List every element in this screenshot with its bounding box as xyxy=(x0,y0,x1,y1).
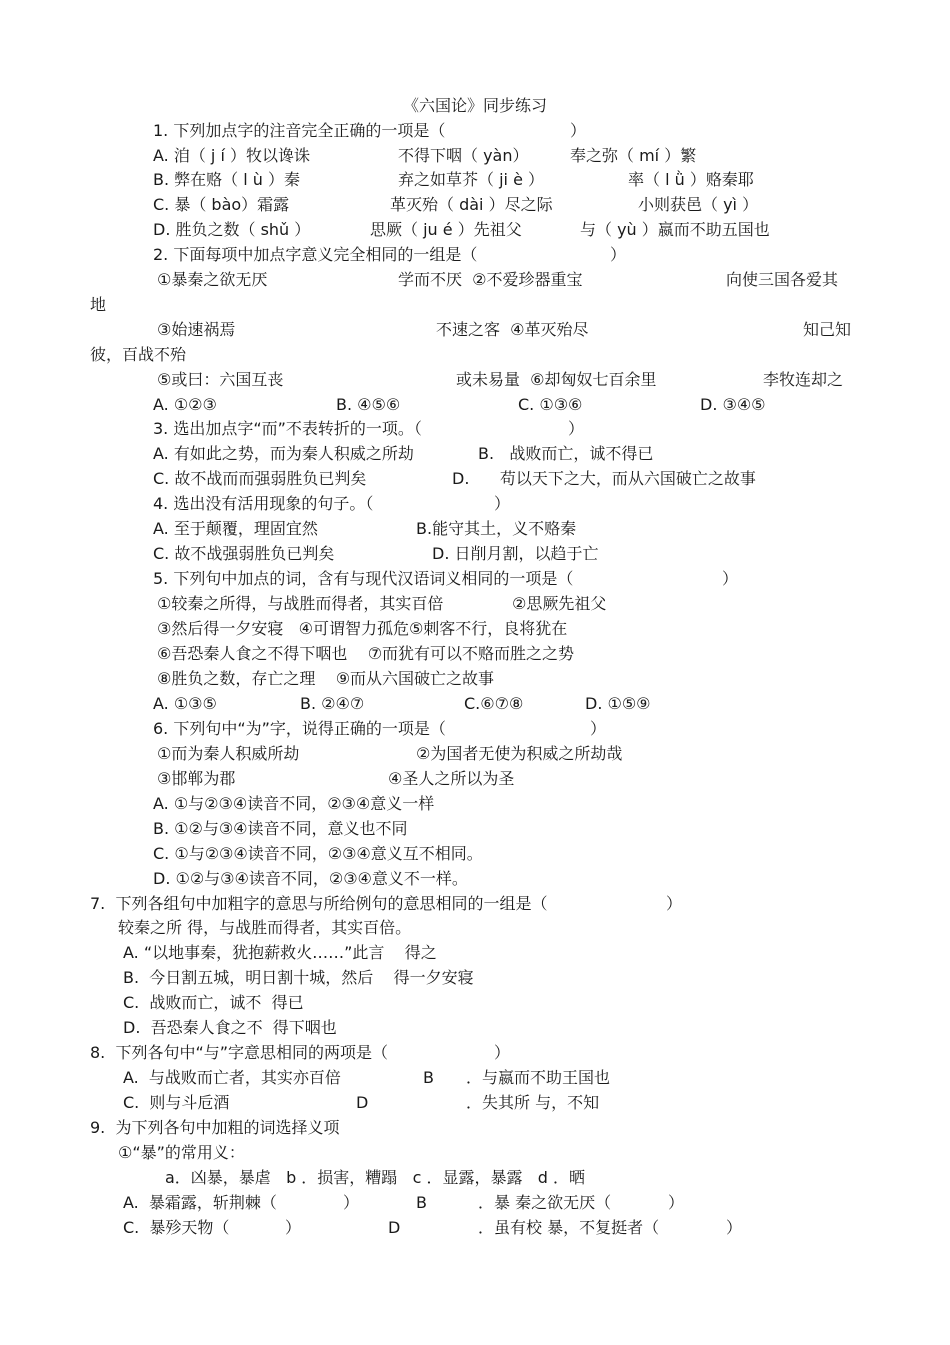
text-line-42-seg-1: ①“暴”的常用义： xyxy=(118,1143,245,1162)
text-line-12-seg-2: B. ④⑤⑥ xyxy=(336,395,401,414)
text-line-30-seg-1: C. ①与②③④读音不同，②③④意义互不相同。 xyxy=(153,844,483,863)
document-title: 《六国论》同步练习 xyxy=(402,96,547,115)
text-line-16-seg-2: ） xyxy=(494,494,511,513)
text-line-20-seg-1: ①较秦之所得，与战胜而得者，其实百倍 xyxy=(157,594,444,613)
text-line-24-seg-1: A. ①③⑤ xyxy=(153,694,217,713)
text-line-14-seg-1: A. 有如此之势，而为秦人积威之所劫 xyxy=(153,444,414,463)
text-line-14-seg-2: B. 战败而亡，诚不得已 xyxy=(478,444,654,463)
text-line-45-seg-3: D xyxy=(388,1218,401,1237)
text-line-37-seg-1: D. 吾恐秦人食之不 得下咽也 xyxy=(123,1018,337,1037)
text-line-44-seg-3: B xyxy=(416,1193,427,1212)
text-line-15-seg-2: D. 苟以天下之大，而从六国破亡之故事 xyxy=(452,469,756,488)
text-line-27-seg-2: ④圣人之所以为圣 xyxy=(388,769,515,788)
text-line-44-seg-2: ） xyxy=(343,1193,360,1212)
text-line-18-seg-2: D. 日削月割，以趋于亡 xyxy=(432,544,599,563)
text-line-12-seg-3: C. ①③⑥ xyxy=(518,395,583,414)
text-line-28-seg-1: A. ①与②③④读音不同，②③④意义一样 xyxy=(153,794,435,813)
text-line-3-seg-1: B. 弊在赂（ l ù ）秦 xyxy=(153,170,300,189)
text-line-34-seg-1: A. “以地事秦，犹抱薪救火……”此言 得之 xyxy=(123,943,437,962)
text-line-17-seg-1: A. 至于颠覆，理固宜然 xyxy=(153,519,318,538)
text-line-36-seg-1: C. 战败而亡，诚不 得已 xyxy=(123,993,304,1012)
text-line-5-seg-2: 思厥（ ju é ）先祖父 xyxy=(370,220,522,239)
text-line-31-seg-1: D. ①②与③④读音不同，②③④意义不一样。 xyxy=(153,869,468,888)
text-line-6-seg-2: ） xyxy=(610,245,627,264)
text-line-1-seg-2: ） xyxy=(570,121,587,140)
text-line-23-seg-1: ⑧胜负之数，存亡之理 ⑨而从六国破亡之故事 xyxy=(157,669,495,688)
text-line-21-seg-1: ③然后得一夕安寝 ④可谓智力孤危⑤刺客不行，良将犹在 xyxy=(157,619,568,638)
text-line-15-seg-1: C. 故不战而而强弱胜负已判矣 xyxy=(153,469,367,488)
text-line-24-seg-3: C.⑥⑦⑧ xyxy=(464,694,524,713)
text-line-7-seg-3: 向使三国各爱其 xyxy=(726,270,839,289)
text-line-9-seg-3: 知己知 xyxy=(803,320,852,339)
text-line-3-seg-2: 弃之如草芥（ ji è ） xyxy=(398,170,544,189)
text-line-45-seg-1: C. 暴殄天物（ xyxy=(123,1218,230,1237)
text-line-39-seg-1: A. 与战败而亡者，其实亦百倍 xyxy=(123,1068,341,1087)
text-line-2-seg-1: A. 洎（ j í ）牧以谗诛 xyxy=(153,146,310,165)
text-line-7-seg-1: ①暴秦之欲无厌 xyxy=(157,270,268,289)
text-line-32-seg-2: ） xyxy=(666,894,683,913)
text-line-17-seg-2: B.能守其土，义不赂秦 xyxy=(416,519,577,538)
text-line-5-seg-3: 与（ yù ）嬴而不助五国也 xyxy=(580,220,770,239)
text-line-6-seg-1: 2. 下面每项中加点字意义完全相同的一组是（ xyxy=(153,245,478,264)
text-line-40-seg-1: C. 则与斗卮酒 xyxy=(123,1093,230,1112)
text-line-8-seg-1: 地 xyxy=(90,295,107,314)
text-line-26-seg-2: ②为国者无使为积威之所劫哉 xyxy=(416,744,623,763)
text-line-35-seg-1: B. 今日割五城，明日割十城，然后 得一夕安寝 xyxy=(123,968,474,987)
text-line-45-seg-5: ） xyxy=(726,1218,743,1237)
text-line-13-seg-1: 3. 选出加点字“而”不表转折的一项。（ xyxy=(153,419,422,438)
text-line-44-seg-4: ．暴 秦之欲无厌（ xyxy=(478,1193,612,1212)
text-line-43-seg-1: a．凶暴，暴虐 b ．损害，糟蹋 c ．显露，暴露 d ．晒 xyxy=(165,1168,585,1187)
text-line-2-seg-2: 不得下咽（ yàn） xyxy=(398,146,529,165)
text-line-29-seg-1: B. ①②与③④读音不同，意义也不同 xyxy=(153,819,408,838)
text-line-33-seg-1: 较秦之所 得，与战胜而得者，其实百倍。 xyxy=(118,918,412,937)
text-line-41-seg-1: 9. 为下列各句中加粗的词选择义项 xyxy=(90,1118,340,1137)
text-line-24-seg-4: D. ①⑤⑨ xyxy=(585,694,651,713)
text-line-4-seg-3: 小则获邑（ yì ） xyxy=(638,195,759,214)
text-line-12-seg-1: A. ①②③ xyxy=(153,395,217,414)
text-line-11-seg-3: 李牧连却之 xyxy=(763,370,844,389)
text-line-9-seg-1: ③始速祸焉 xyxy=(157,320,236,339)
text-line-7-seg-2: 学而不厌 ②不爱珍器重宝 xyxy=(398,270,583,289)
text-line-16-seg-1: 4. 选出没有活用现象的句子。（ xyxy=(153,494,374,513)
text-line-25-seg-2: ） xyxy=(590,719,607,738)
text-line-20-seg-2: ②思厥先祖父 xyxy=(512,594,607,613)
text-line-19-seg-2: ） xyxy=(722,569,739,588)
text-line-45-seg-2: ） xyxy=(285,1218,302,1237)
text-line-5-seg-1: D. 胜负之数（ shǔ ） xyxy=(153,220,311,239)
text-line-3-seg-3: 率（ l ǜ ）赂秦耶 xyxy=(628,170,754,189)
text-line-38-seg-1: 8. 下列各句中“与”字意思相同的两项是（ xyxy=(90,1043,389,1062)
text-line-26-seg-1: ①而为秦人积威所劫 xyxy=(157,744,300,763)
text-line-44-seg-5: ） xyxy=(668,1193,685,1212)
text-line-45-seg-4: ．虽有校 暴，不复挺者（ xyxy=(478,1218,660,1237)
text-line-11-seg-2: 或未易量 ⑥却匈奴七百余里 xyxy=(456,370,657,389)
text-line-39-seg-2: B xyxy=(423,1068,434,1087)
text-line-22-seg-1: ⑥吾恐秦人食之不得下咽也 ⑦而犹有可以不赂而胜之之势 xyxy=(157,644,575,663)
text-line-12-seg-4: D. ③④⑤ xyxy=(700,395,766,414)
text-line-4-seg-2: 革灭殆（ dài ）尽之际 xyxy=(390,195,553,214)
text-line-1-seg-1: 1. 下列加点字的注音完全正确的一项是（ xyxy=(153,121,446,140)
text-line-40-seg-2: D xyxy=(356,1093,369,1112)
text-line-11-seg-1: ⑤或曰：六国互丧 xyxy=(157,370,284,389)
text-line-38-seg-2: ） xyxy=(494,1043,511,1062)
text-line-39-seg-3: ．与嬴而不助王国也 xyxy=(466,1068,611,1087)
text-line-18-seg-1: C. 故不战强弱胜负已判矣 xyxy=(153,544,335,563)
text-line-19-seg-1: 5. 下列句中加点的词，含有与现代汉语词义相同的一项是（ xyxy=(153,569,574,588)
text-line-32-seg-1: 7. 下列各组句中加粗字的意思与所给例句的意思相同的一组是（ xyxy=(90,894,548,913)
text-line-10-seg-1: 彼，百战不殆 xyxy=(90,345,187,364)
text-line-2-seg-3: 奉之弥（ mí ）繁 xyxy=(570,146,697,165)
text-line-25-seg-1: 6. 下列句中“为”字，说得正确的一项是（ xyxy=(153,719,446,738)
text-line-40-seg-3: ．失其所 与，不知 xyxy=(466,1093,600,1112)
text-line-4-seg-1: C. 暴（ bào）霜露 xyxy=(153,195,290,214)
text-line-9-seg-2: 不速之客 ④革灭殆尽 xyxy=(436,320,589,339)
text-line-13-seg-2: ） xyxy=(568,419,585,438)
text-line-24-seg-2: B. ②④⑦ xyxy=(300,694,365,713)
text-line-27-seg-1: ③邯郸为郡 xyxy=(157,769,236,788)
text-line-44-seg-1: A. 暴霜露，斩荆棘（ xyxy=(123,1193,277,1212)
